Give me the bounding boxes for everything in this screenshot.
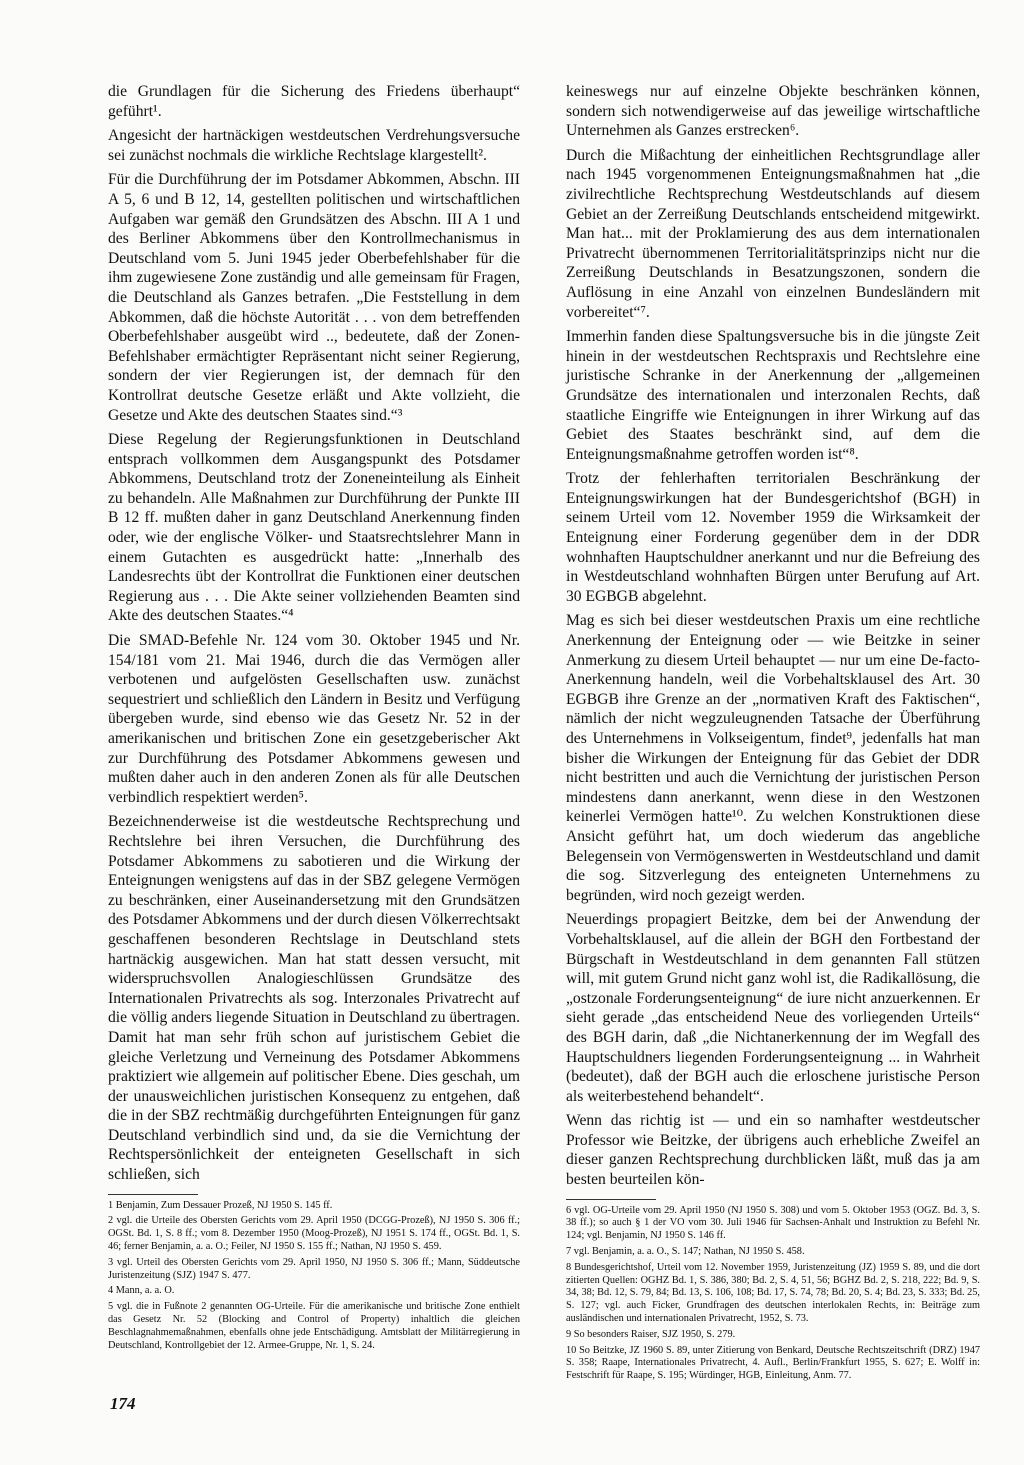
body-paragraph: Trotz der fehlerhaften territorialen Beschränkung der Enteignungswirkungen hat der Bundesgerichtshof (BGH) in seinem Urteil vom 12. November 1959 die Wirksamkeit der Enteignung einer Forderung gegenüber dem in der DDR wohnhaften Hauptschuldner anerkannt und nur die Befreiung des in Westdeutschland wohnhaften Bürgen unter Berufung auf Art. 30 EGBGB abgelehnt. xyxy=(566,470,980,605)
footnote: 10 So Beitzke, JZ 1960 S. 89, unter Zitierung von Benkard, Deutsche Rechtszeitschrift (DRZ) 1947 S. 358; Raape, Internationales Privatrecht, 4. Aufl., Berlin/Frankfurt 1955, S. 627; E. Wolff in: Festschrift für Raape, S. 195; Würdinger, HGB, Einleitung, Anm. 77. xyxy=(566,1344,980,1382)
footnote: 6 vgl. OG-Urteile vom 29. April 1950 (NJ 1950 S. 308) und vom 5. Oktober 1953 (OGZ. Bd. 3, S. 38 ff.); so auch § 1 der VO vom 30. Juli 1946 für Sachsen-Anhalt und Instruktion zu Befehl Nr. 124; vgl. Benjamin, NJ 1950 S. 146 ff. xyxy=(566,1204,980,1242)
page-number: 174 xyxy=(110,1394,136,1413)
body-paragraph: Immerhin fanden diese Spaltungsversuche bis in die jüngste Zeit hinein in der westdeutschen Rechtspraxis und Rechtslehre eine juristische Schranke in der Anerkennung der „allgemeinen Grundsätze des internationalen und interzonalen Rechts, daß staatliche Eingriffe wie Enteignungen in ihrer Wirkung auf das Gebiet des Staates beschränkt sind, auf dem die Enteignungsmaßnahme getroffen worden ist“⁸. xyxy=(566,328,980,463)
footnote: 2 vgl. die Urteile des Obersten Gerichts vom 29. April 1950 (DCGG-Prozeß), NJ 1950 S. 306 ff.; OGSt. Bd. 1, S. 8 ff.; vom 8. Dezember 1950 (Moog-Prozeß), NJ 1951 S. 174 ff., OGSt. Bd. 1, S. 46; ferner Benjamin, a. a. O.; Feiler, NJ 1950 S. 155 ff.; Nathan, NJ 1950 S. 459. xyxy=(108,1215,520,1253)
body-paragraph: die Grundlagen für die Sicherung des Friedens überhaupt“ geführt¹. xyxy=(108,83,520,120)
footnote: 5 vgl. die in Fußnote 2 genannten OG-Urteile. Für die amerikanische und britische Zone enthielt das Gesetz Nr. 52 (Blocking and Control of Property) inhaltlich die gleichen Beschlagnahmemaßnahmen, ebenfalls ohne jede Entschädigung. Amtsblatt der Militärregierung in Deutschland, Kontrollgebiet der 12. Armee-Gruppe, Nr. 1, S. 24. xyxy=(108,1301,520,1351)
body-paragraph: Für die Durchführung der im Potsdamer Abkommen, Abschn. III A 5, 6 und B 12, 14, gestellten politischen und wirtschaftlichen Aufgaben war gemäß den Grundsätzen des Abschn. III A 1 und des Berliner Abkommens über den Kontrollmechanismus in Deutschland vom 5. Juni 1945 jeder Oberbefehlshaber für die ihm zugewiesene Zone zuständig und alle gemeinsam für Fragen, die Deutschland als Ganzes betrafen. „Die Feststellung in dem Abkommen, daß die höchste Autorität . . . von dem betreffenden Oberbefehlshaber ausgeübt wird .., bedeutete, daß der Zonen-Befehlshaber ermächtigter Repräsentant nicht seiner Regierung, sondern der vier Regierungen ist, der demnach für den Kontrollrat deutsche Gesetze erläßt und Akte vollzieht, die Gesetze und Akte des deutschen Staates sind.“³ xyxy=(108,171,520,424)
footnote: 3 vgl. Urteil des Obersten Gerichts vom 29. April 1950, NJ 1950 S. 306 ff.; Mann, Süddeutsche Juristenzeitung (SJZ) 1947 S. 477. xyxy=(108,1256,520,1281)
body-paragraph: Diese Regelung der Regierungsfunktionen in Deutschland entsprach vollkommen dem Ausgangspunkt des Potsdamer Abkommens, Deutschland trotz der Zoneneinteilung als Einheit zu behandeln. Alle Maßnahmen zur Durchführung der Punkte III B 12 ff. mußten daher in ganz Deutschland Anerkennung finden oder, wie der englische Völker- und Staatsrechtslehrer Mann in einem Gutachten es ausgedrückt hatte: „Innerhalb des Landesrechts übt der Kontrollrat die Funktionen einer deutschen Regierung aus . . . Die Akte seiner vollziehenden Beamten sind Akte des deutschen Staates.“⁴ xyxy=(108,431,520,625)
body-paragraph: Die SMAD-Befehle Nr. 124 vom 30. Oktober 1945 und Nr. 154/181 vom 21. Mai 1946, durch die das Vermögen aller verbotenen und aufgelösten Gesellschaften usw. zunächst sequestriert und schließlich den Ländern in Besitz und Verfügung übergeben wurde, sind ebenso wie das Gesetz Nr. 52 in der amerikanischen und britischen Zone ein gesetzgeberischer Akt zur Durchführung des Potsdamer Abkommens gewesen und mußten daher auch in den anderen Zonen als für alle Deutschen verbindlich respektiert werden⁵. xyxy=(108,632,520,806)
footnotes-left xyxy=(108,1200,520,1353)
body-paragraph: Durch die Mißachtung der einheitlichen Rechtsgrundlage aller nach 1945 vorgenommenen Enteignungsmaßnahmen hat „die zivilrechtliche Rechtsprechung Westdeutschlands auf diesem Gebiet an der Zerreißung Deutschlands entscheidend mitgewirkt. Man hat... mit der Proklamierung des aus dem internationalen Privatrecht übernommenen Territorialitätsprinzips nicht nur die Zerreißung Deutschlands in Besatzungszonen, sondern die Auflösung in eine Anzahl von einzelnen Bundesländern mit vorbereitet“⁷. xyxy=(566,146,980,321)
body-paragraph: Wenn das richtig ist — und ein so namhafter westdeutscher Professor wie Beitzke, der übrigens auch erhebliche Zweifel an dieser ganzen Rechtsprechung durchblicken läßt, muß das ja am besten beurteilen kön- xyxy=(566,1112,980,1189)
body-paragraph: Bezeichnenderweise ist die westdeutsche Rechtsprechung und Rechtslehre bei ihren Versuchen, die Durchführung des Potsdamer Abkommens zu sabotieren und die Wirkung der Enteignungen wenigstens auf das in der SBZ gelegene Vermögen zu beschränken, einer Auseinandersetzung mit den Grundsätzen des Potsdamer Abkommens und der durch diesen Völkerrechtsakt geschaffenen besonderen Rechtslage in Deutschland stets hartnäckig ausgewichen. Man hat statt dessen versucht, mit widerspruchsvollen Analogieschlüssen Grundsätze des Internationalen Privatrechts als sog. Interzonales Privatrecht auf die völlig anders liegende Situation in Deutschland zu übertragen. Damit hat man sehr früh schon auf juristischem Gebiet die gleiche Verletzung und Verneinung des Potsdamer Abkommens praktiziert wie allgemein auf politischer Ebene. Dies geschah, um der unausweichlichen juristischen Konsequenz zu entgehen, daß die in der SBZ rechtmäßig durchgeführten Enteignungen für ganz Deutschland verbindlich sind und, da sie die Vernichtung der Rechtspersönlichkeit der enteigneten Gesellschaft in sich schließen, sich xyxy=(108,813,520,1184)
body-paragraph: Mag es sich bei dieser westdeutschen Praxis um eine rechtliche Anerkennung der Enteignung oder — wie Beitzke in seiner Anmerkung zu diesem Urteil behauptet — nur um eine De-facto-Anerkennung handeln, weil die Vorbehaltsklausel des Art. 30 EGBGB ihre Grenze an der „normativen Kraft des Faktischen“, nämlich der nicht wegzuleugnenden Tatsache der Überführung des Unternehmens in Volkseigentum, findet⁹, jedenfalls hat man bisher die Wirkungen der Enteignung für das Gebiet der DDR nicht bestritten und auch die Vernichtung der juristischen Person mindestens dann anerkannt, wenn diese in den Westzonen keinerlei Vermögen hatte¹⁰. Zu welchen Konstruktionen diese Ansicht geführt hat, um doch wiederum das angebliche Belegensein von Vermögenswerten in Westdeutschland und damit die sog. Sitzverlegung des enteigneten Unternehmens zu begründen, wird noch gezeigt werden. xyxy=(566,612,980,904)
footnotes-right xyxy=(566,1205,980,1383)
left-column xyxy=(108,82,520,1355)
footnote: 4 Mann, a. a. O. xyxy=(108,1285,175,1297)
body-paragraph: Angesicht der hartnäckigen westdeutschen Verdrehungsversuche sei zunächst nochmals die wirkliche Rechtslage klargestellt². xyxy=(108,127,520,164)
footnote: 8 Bundesgerichtshof, Urteil vom 12. November 1959, Juristenzeitung (JZ) 1959 S. 89, und die dort zitierten Quellen: OGHZ Bd. 1, S. 386, 380; Bd. 2, S. 4, 51, 56; BGHZ Bd. 2, S. 218, 222; Bd. 9, S. 34, 38; Bd. 12, S. 79, 84; Bd. 13, S. 106, 108; Bd. 17, S. 74, 78; Bd. 20, S. 4; Bd. 23, S. 333; Bd. 25, S. 127; vgl. auch Ficker, Grundfragen des deutschen interlokalen Rechts, in: Beiträge zum ausländischen und internationalen Privatrecht, 1952, S. 73. xyxy=(566,1261,980,1325)
body-paragraph: keineswegs nur auf einzelne Objekte beschränken können, sondern sich notwendigerweise auf das jeweilige wirtschaftliche Unternehmen als Ganzes erstrecken⁶. xyxy=(566,83,980,140)
footnote-divider xyxy=(108,1194,198,1195)
body-paragraph: Neuerdings propagiert Beitzke, dem bei der Anwendung der Vorbehaltsklausel, auf die allein der BGH den Fortbestand der Bürgschaft in Westdeutschland in dem genannten Fall stützen will, mit gutem Grund nicht ganz wohl ist, die Radikallösung, die „ostzonale Forderungsenteignung“ de iure nicht anzuerkennen. Er sieht gerade „das entscheidend Neue des vorliegenden Urteils“ des BGH darin, daß „die Nichtanerkennung der im Wegfall des Hauptschuldners liegenden Forderungsenteignung ... in Wahrheit (bedeutet), daß der BGH auch die erloschene juristische Person als weiterbestehend behandelt“. xyxy=(566,911,980,1105)
right-column xyxy=(566,82,980,1386)
footnote: 7 vgl. Benjamin, a. a. O., S. 147; Nathan, NJ 1950 S. 458. xyxy=(566,1246,805,1258)
footnote: 1 Benjamin, Zum Dessauer Prozeß, NJ 1950 S. 145 ff. xyxy=(108,1199,333,1211)
footnote: 9 So besonders Raiser, SJZ 1950, S. 279. xyxy=(566,1328,736,1340)
footnote-divider xyxy=(566,1199,656,1200)
